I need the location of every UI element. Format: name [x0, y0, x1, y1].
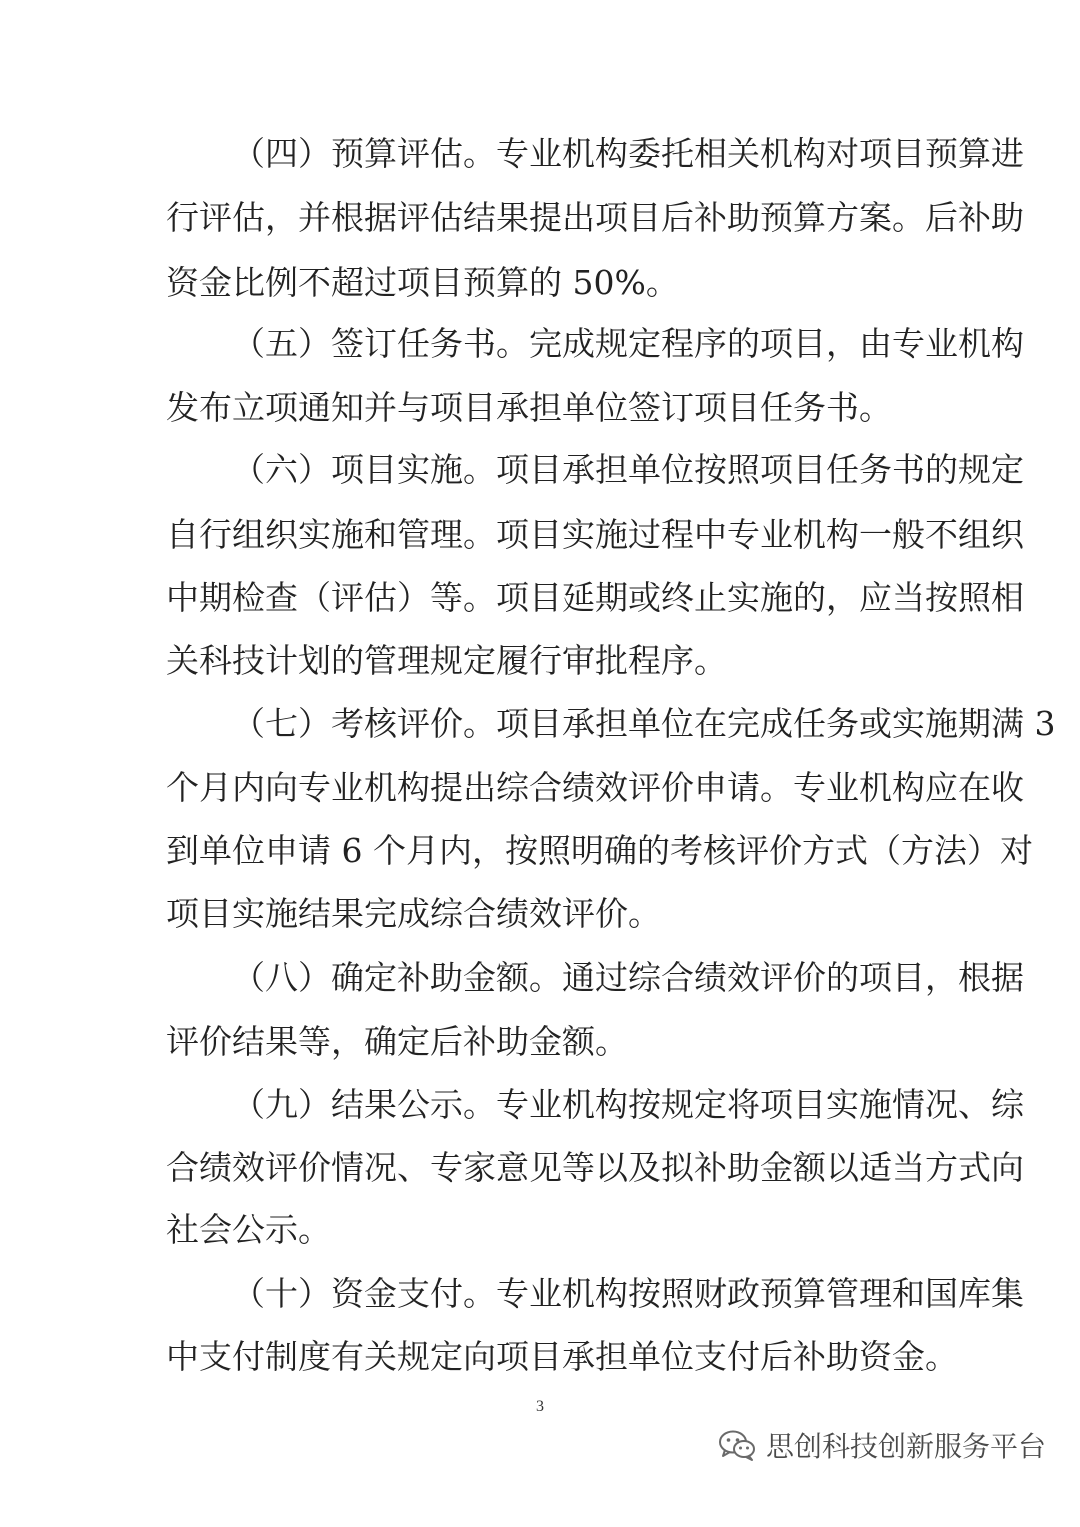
page-number: 3 — [536, 1398, 544, 1415]
paragraph-line: 项目实施结果完成综合绩效评价。 — [166, 894, 661, 933]
paragraph-line: 自行组织实施和管理。项目实施过程中专业机构一般不组织 — [166, 515, 1024, 554]
watermark — [718, 1425, 1046, 1465]
paragraph-line: 行评估，并根据评估结果提出项目后补助预算方案。后补助 — [166, 198, 1024, 237]
paragraph-line: 社会公示。 — [166, 1210, 331, 1249]
paragraph-line: 中期检查（评估）等。项目延期或终止实施的，应当按照相 — [166, 578, 1024, 617]
paragraph-line: 评价结果等，确定后补助金额。 — [166, 1022, 628, 1061]
paragraph-line: 资金比例不超过项目预算的 50%。 — [166, 263, 679, 302]
paragraph-line: （七）考核评价。项目承担单位在完成任务或实施期满 3 — [232, 704, 1056, 743]
wechat-icon — [718, 1429, 756, 1461]
paragraph-line: （十）资金支付。专业机构按照财政预算管理和国库集 — [232, 1274, 1024, 1313]
paragraph-line: 合绩效评价情况、专家意见等以及拟补助金额以适当方式向 — [166, 1148, 1024, 1187]
paragraph-line: （四）预算评估。专业机构委托相关机构对项目预算进 — [232, 134, 1024, 173]
paragraph-line: （九）结果公示。专业机构按规定将项目实施情况、综 — [232, 1085, 1024, 1124]
paragraph-line: （五）签订任务书。完成规定程序的项目，由专业机构 — [232, 324, 1024, 363]
paragraph-line: （六）项目实施。项目承担单位按照项目任务书的规定 — [232, 450, 1024, 489]
watermark-text: 思创科技创新服务平台 — [765, 1430, 1046, 1463]
paragraph-line: 发布立项通知并与项目承担单位签订项目任务书。 — [166, 388, 892, 427]
paragraph-line: 个月内向专业机构提出综合绩效评价申请。专业机构应在收 — [166, 768, 1024, 807]
paragraph-line: 到单位申请 6 个月内，按照明确的考核评价方式（方法）对 — [166, 831, 1033, 870]
paragraph-line: 关科技计划的管理规定履行审批程序。 — [166, 641, 727, 680]
paragraph-line: 中支付制度有关规定向项目承担单位支付后补助资金。 — [166, 1337, 958, 1376]
paragraph-line: （八）确定补助金额。通过综合绩效评价的项目，根据 — [232, 958, 1024, 997]
